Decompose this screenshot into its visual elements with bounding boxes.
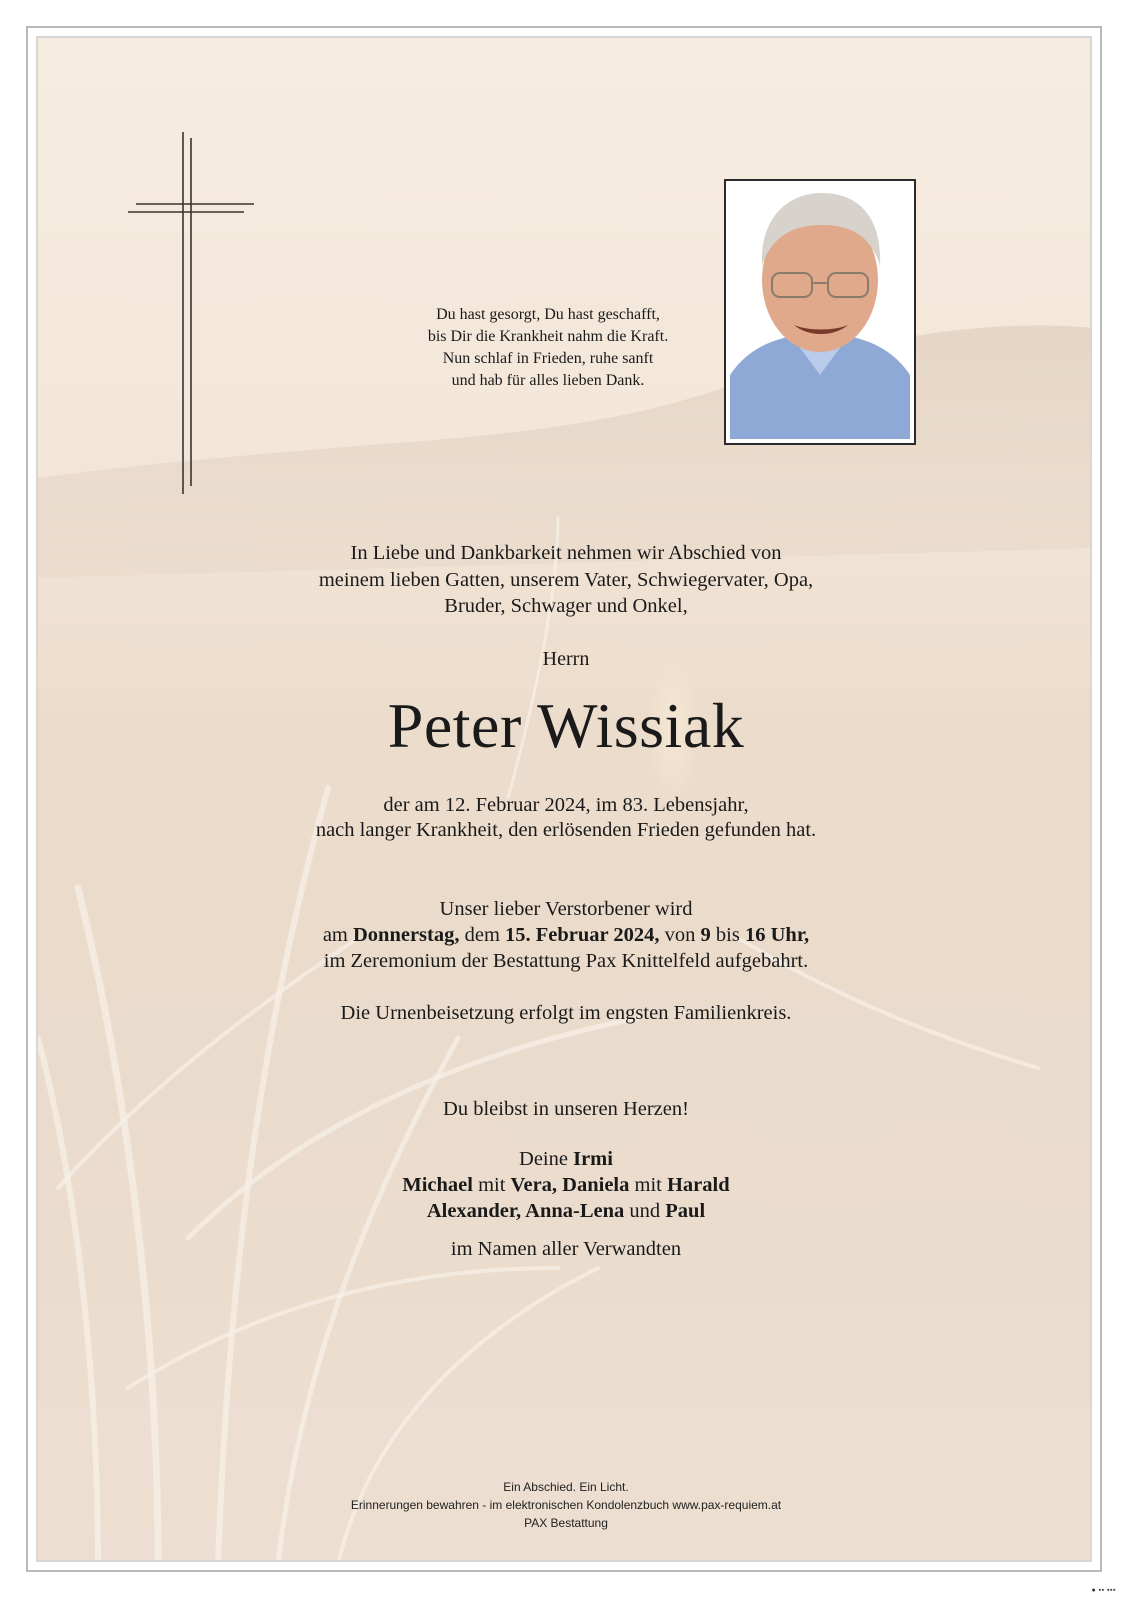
family-text: mit [629,1174,667,1196]
wake-line-2 [38,922,1092,948]
family-member: Harald [666,1174,730,1196]
family-text: mit [472,1174,511,1196]
family-line-1 [38,1146,1092,1172]
intro-line: Bruder, Schwager und Onkel, [444,595,688,617]
farewell-line: Du bleibst in unseren Herzen! [443,1098,689,1120]
wake-line-3: im Zeremonium der Bestattung Pax Knittelfeld aufgebahrt. [323,950,809,972]
deceased-name: Peter Wissiak [387,690,745,761]
footer [38,1478,1092,1532]
footer-condolence-link[interactable]: Erinnerungen bewahren - im elektronischen Kondolenzbuch www.pax-requiem.at [350,1498,782,1512]
family-line-2 [38,1172,1092,1198]
wake-line-1: Unser lieber Verstorbener wird [439,898,693,920]
footer-company: PAX Bestattung [524,1516,608,1530]
corner-mark-icon: ● ▪▪ ▪▪▪ [1091,1587,1116,1594]
family-signature [38,1146,1092,1224]
family-member: Michael [402,1174,473,1196]
card [36,36,1092,1562]
wake-text: am [322,924,353,946]
family-text: und [624,1200,666,1222]
family-member: Vera, Daniela [510,1174,630,1196]
wake-text: von [659,924,701,946]
footer-slogan: Ein Abschied. Ein Licht. [503,1480,629,1494]
wake-text: bis [710,924,745,946]
wake-notice [38,896,1092,974]
poem-line: bis Dir die Krankheit nahm die Kraft. [427,328,669,345]
intro-line: In Liebe und Dankbarkeit nehmen wir Abschied von [350,542,782,564]
wake-start: 9 [700,924,711,946]
death-line: nach langer Krankheit, den erlösenden Frieden gefunden hat. [315,819,817,841]
relatives-line: im Namen aller Verwandten [450,1238,682,1260]
urn-notice: Die Urnenbeisetzung erfolgt im engsten Familienkreis. [340,1002,792,1024]
wake-end: 16 Uhr, [744,924,810,946]
death-line: der am 12. Februar 2024, im 83. Lebensjahr, [383,794,749,816]
family-member: Irmi [573,1148,613,1170]
salutation: Herrn [542,648,590,670]
intro-text [38,540,1092,620]
poem-line: und hab für alles lieben Dank. [451,372,645,389]
wake-day: Donnerstag, [353,924,460,946]
death-notice [38,793,1092,843]
poem-line: Du hast gesorgt, Du hast geschafft, [436,306,660,323]
family-line-3 [38,1198,1092,1224]
poem [248,304,848,392]
family-text: Deine [519,1148,574,1170]
family-member: Paul [665,1200,706,1222]
wake-text: dem [459,924,506,946]
poem-line: Nun schlaf in Frieden, ruhe sanft [442,350,654,367]
cross-icon [128,132,254,494]
family-member: Alexander, Anna-Lena [426,1200,625,1222]
wake-date: 15. Februar 2024, [505,924,660,946]
intro-line: meinem lieben Gatten, unserem Vater, Schwiegervater, Opa, [318,568,814,591]
